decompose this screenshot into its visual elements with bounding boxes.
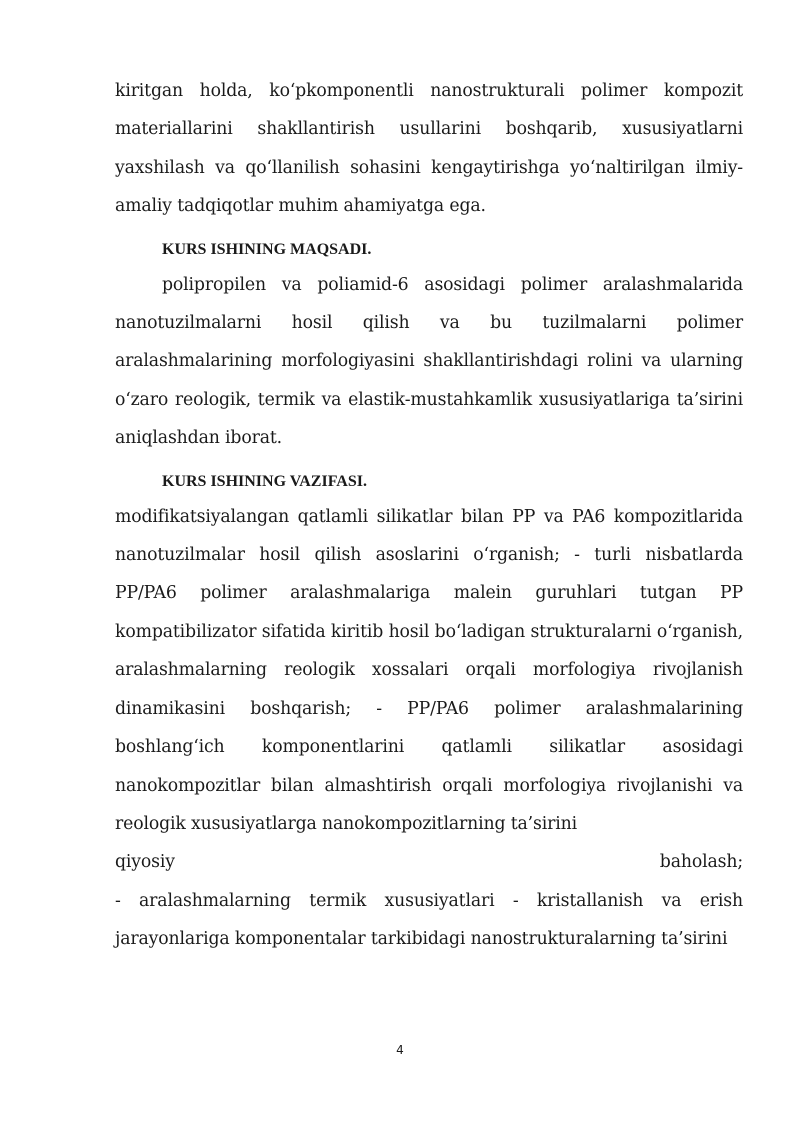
tasks-line [115, 843, 743, 881]
page-number: 4 [396, 1043, 404, 1057]
tasks-line-end: baholash; [659, 852, 743, 873]
tasks-continuation: - aralashmalarning termik xususiyatlari - kristallanish va erish jarayonlariga komponentalar tarkibidagi nanostrukturalarning ta’sirini [115, 890, 743, 950]
tasks-line-start: qiyosiy [115, 852, 175, 873]
goal-paragraph: polipropilen va poliamid-6 asosidagi polimer aralashmalarida nanotuzilmalarni hosil qilish va bu tuzilmalarni polimer aralashmalarining morfologiyasini shakllantirishdagi rolini va ularning o‘zaro reologik, termik va elastik-mustahkamlik xususiyatlariga ta’sirini aniqlashdan iborat. [115, 274, 743, 449]
document-page [115, 72, 743, 959]
intro-paragraph: kiritgan holda, ko‘pkomponentli nanostrukturali polimer kompozit materiallarini shakllantirish usullarini boshqarib, xususiyatlarni yaxshilash va qo‘llanilish sohasini kengaytirishga yo‘naltirilgan ilmiy-amaliy tadqiqotlar muhim ahamiyatga ega. [115, 81, 743, 217]
goal-heading: KURS ISHINING MAQSADI. [162, 240, 372, 258]
tasks-paragraph: modifikatsiyalangan qatlamli silikatlar bilan PP va PA6 kompozitlarida nanotuzilmalar hosil qilish asoslarini o‘rganish; - turli nisbatlarda PP/PA6 polimer aralashmalariga malein guruhlari tutgan PP kompatibilizator sifatida kiritib hosil bo‘ladigan strukturalarni o‘rganish, aralashmalarning reologik xossalari orqali morfologiya rivojlanish dinamikasini boshqarish; - PP/PA6 polimer aralashmalarining boshlang‘ich komponentlarini qatlamli silikatlar asosidagi nanokompozitlar bilan almashtirish orqali morfologiya rivojlanishi va reologik xususiyatlarga nanokompozitlarning ta’sirini [115, 506, 743, 834]
tasks-heading: KURS ISHINING VAZIFASI. [162, 472, 367, 490]
